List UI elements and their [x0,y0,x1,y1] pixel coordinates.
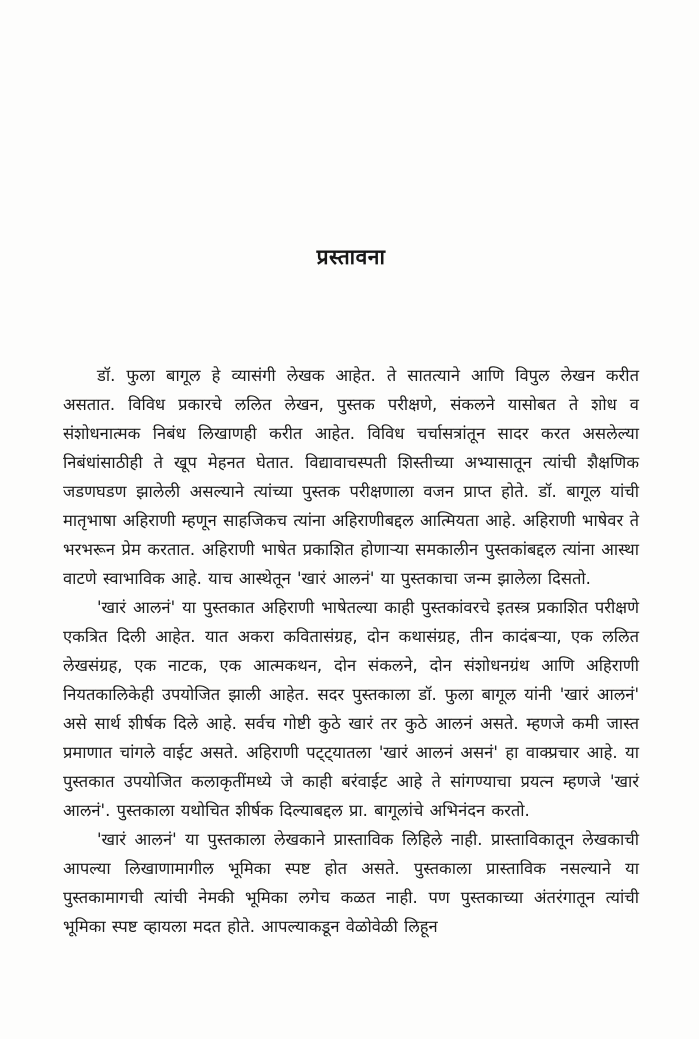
page-title: प्रस्तावना [316,245,386,269]
page-body [63,361,639,941]
body-paragraph: डॉ. फुला बागूल हे व्यासंगी लेखक आहेत. ते सातत्याने आणि विपुल लेखन करीत असतात. विविध प्रकारचे ललित लेखन, पुस्तक परीक्षणे, संकलने यासोबत ते शोध व संशोधनात्मक निबंध लिखाणही करीत आहेत. विविध चर्चासत्रांतून सादर करत असलेल्या निबंधांसाठीही ते खूप मेहनत घेतात. विद्यावाचस्पती शिस्तीच्या अभ्यासातून त्यांची शैक्षणिक जडणघडण झालेली असल्याने त्यांच्या पुस्तक परीक्षणाला वजन प्राप्त होते. डॉ. बागूल यांची मातृभाषा अहिराणी म्हणून साहजिकच त्यांना अहिराणीबद्दल आत्मियता आहे. अहिराणी भाषेवर ते भरभरून प्रेम करतात. अहिराणी भाषेत प्रकाशित होणाऱ्या समकालीन पुस्तकांबद्दल त्यांना आस्था वाटणे स्वाभाविक आहे. याच आस्थेतून 'खारं आलनं' या पुस्तकाचा जन्म झालेला दिसतो. [63,366,639,588]
body-paragraph: 'खारं आलनं' या पुस्तकाला लेखकाने प्रास्ताविक लिहिले नाही. प्रास्ताविकातून लेखकाची आपल्या लिखाणामागील भूमिका स्पष्ट होत असते. पुस्तकाला प्रास्ताविक नसल्याने या पुस्तकामागची त्यांची नेमकी भूमिका लगेच कळत नाही. पण पुस्तकाच्या अंतरंगातून त्यांची भूमिका स्पष्ट व्हायला मदत होते. आपल्याकडून वेळोवेळी लिहून [63,830,639,936]
body-paragraph: 'खारं आलनं' या पुस्तकात अहिराणी भाषेतल्या काही पुस्तकांवरचे इतस्त्र प्रकाशित परीक्षणे एकत्रित दिली आहेत. यात अकरा कवितासंग्रह, दोन कथासंग्रह, तीन कादंबऱ्या, एक ललित लेखसंग्रह, एक नाटक, एक आत्मकथन, दोन संकलने, दोन संशोधनग्रंथ आणि अहिराणी नियतकालिकेही उपयोजित झाली आहेत. सदर पुस्तकाला डॉ. फुला बागूल यांनी 'खारं आलनं' असे सार्थ शीर्षक दिले आहे. सर्वच गोष्टी कुठे खारं तर कुठे आलनं असते. म्हणजे कमी जास्त प्रमाणात चांगले वाईट असते. अहिराणी पट्ट्यातला 'खारं आलनं असनं' हा वाक्प्रचार आहे. या पुस्तकात उपयोजित कलाकृतींमध्ये जे काही बरंवाईट आहे ते सांगण्याचा प्रयत्न म्हणजे 'खारं आलनं'. पुस्तकाला यथोचित शीर्षक दिल्याबद्दल प्रा. बागूलांचे अभिनंदन करतो. [63,598,639,820]
